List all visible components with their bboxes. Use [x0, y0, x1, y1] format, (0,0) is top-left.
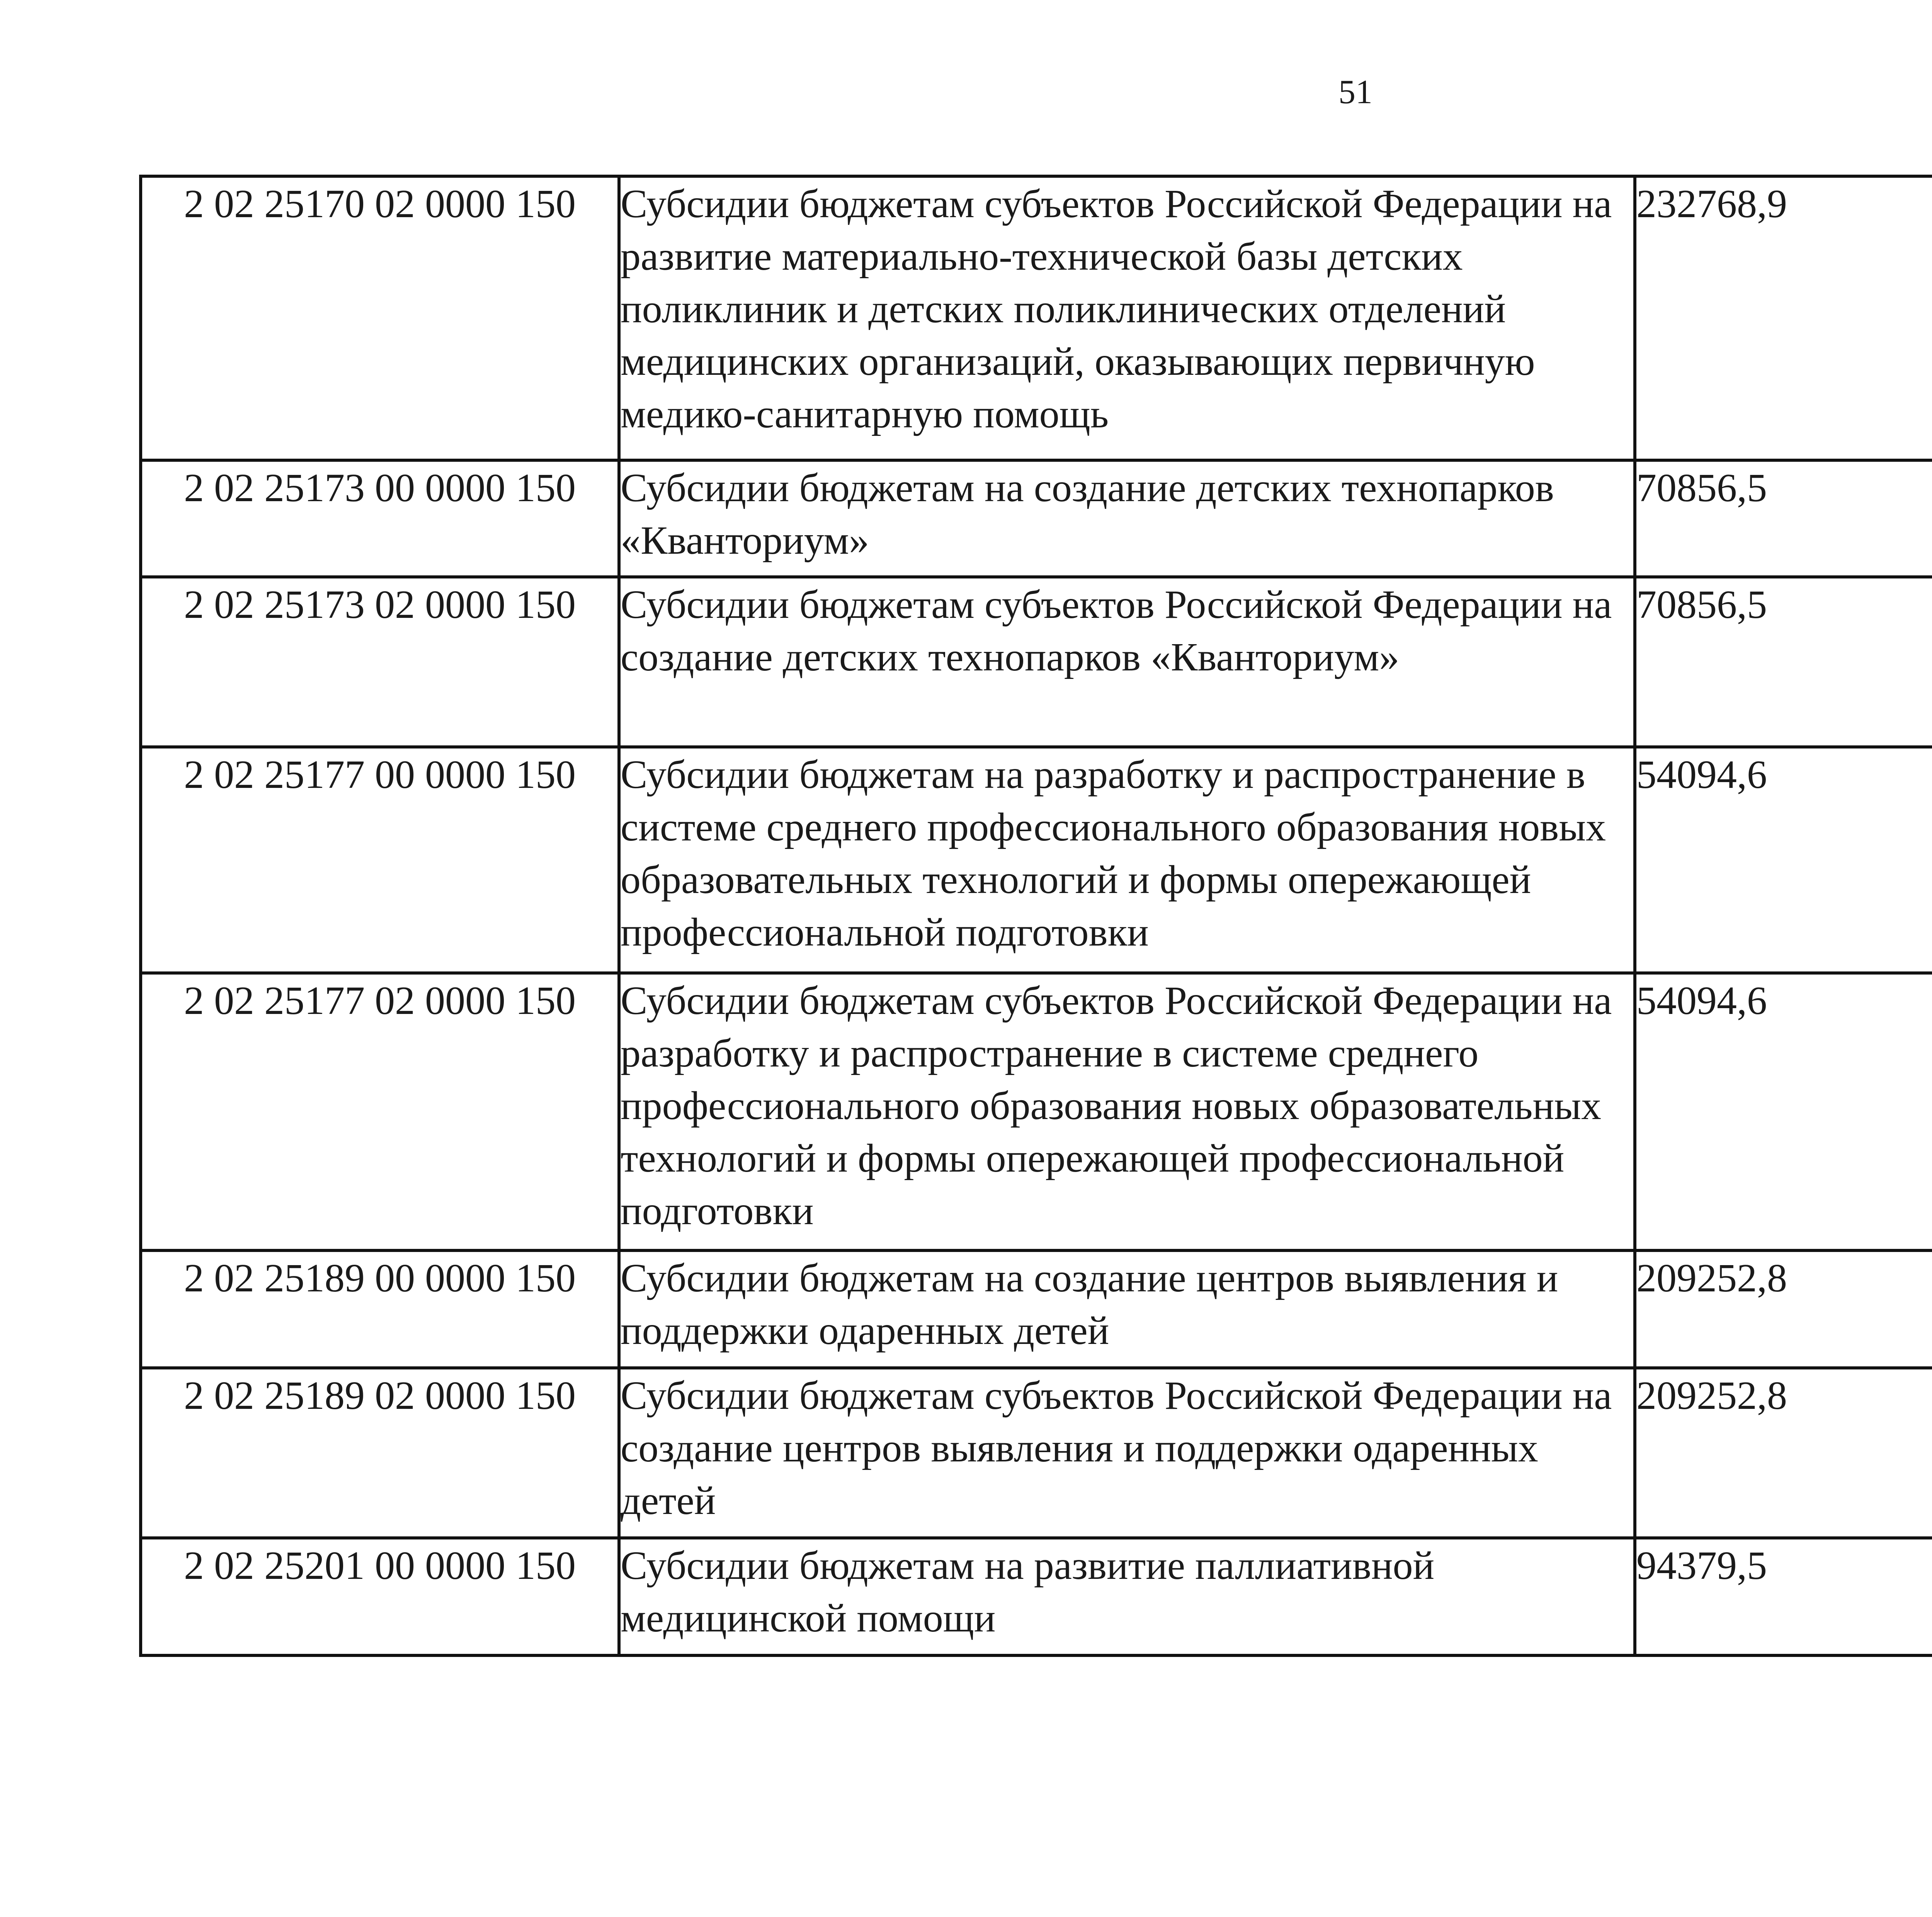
budget-code-cell: 2 02 25173 02 0000 150 [141, 577, 619, 747]
budget-code-cell: 2 02 25177 00 0000 150 [141, 747, 619, 973]
description-cell: Субсидии бюджетам на создание центров выявления и поддержки одаренных детей [619, 1250, 1635, 1368]
page-number: 51 [1338, 73, 1372, 111]
amount-cell-1: 232768,9 [1635, 176, 1932, 460]
table-row [141, 747, 1932, 973]
budget-code-cell: 2 02 25170 02 0000 150 [141, 176, 619, 460]
budget-code-cell: 2 02 25189 00 0000 150 [141, 1250, 619, 1368]
description-cell: Субсидии бюджетам на разработку и распространение в системе среднего профессионального образования новых образовательных технологий и формы опережающей профессиональной подготовки [619, 747, 1635, 973]
amount-cell-1: 54094,6 [1635, 747, 1932, 973]
amount-cell-1: 70856,5 [1635, 460, 1932, 577]
description-cell: Субсидии бюджетам на создание детских технопарков «Кванториум» [619, 460, 1635, 577]
amount-cell-1: 94379,5 [1635, 1538, 1932, 1655]
amount-cell-1: 209252,8 [1635, 1368, 1932, 1538]
description-cell: Субсидии бюджетам субъектов Российской Федерации на разработку и распространение в системе среднего профессионального образования новых образовательных технологий и формы опережающей профессиональной подготовки [619, 973, 1635, 1250]
table-row [141, 1250, 1932, 1368]
budget-code-cell: 2 02 25177 02 0000 150 [141, 973, 619, 1250]
amount-cell-1: 54094,6 [1635, 973, 1932, 1250]
table-row [141, 176, 1932, 460]
description-cell: Субсидии бюджетам на развитие паллиативной медицинской помощи [619, 1538, 1635, 1655]
table-row [141, 973, 1932, 1250]
amount-cell-1: 209252,8 [1635, 1250, 1932, 1368]
table-row [141, 460, 1932, 577]
budget-code-cell: 2 02 25201 00 0000 150 [141, 1538, 619, 1655]
description-cell: Субсидии бюджетам субъектов Российской Федерации на развитие материально-технической базы детских поликлиник и детских поликлинических отделений медицинских организаций, оказывающих первичную медико-санитарную помощь [619, 176, 1635, 460]
description-cell: Субсидии бюджетам субъектов Российской Федерации на создание детских технопарков «Кванториум» [619, 577, 1635, 747]
budget-code-cell: 2 02 25189 02 0000 150 [141, 1368, 619, 1538]
table-row [141, 1368, 1932, 1538]
description-cell: Субсидии бюджетам субъектов Российской Федерации на создание центров выявления и поддержки одаренных детей [619, 1368, 1635, 1538]
table-row [141, 1538, 1932, 1655]
table-row [141, 577, 1932, 747]
budget-table [139, 175, 1932, 1657]
amount-cell-1: 70856,5 [1635, 577, 1932, 747]
budget-code-cell: 2 02 25173 00 0000 150 [141, 460, 619, 577]
